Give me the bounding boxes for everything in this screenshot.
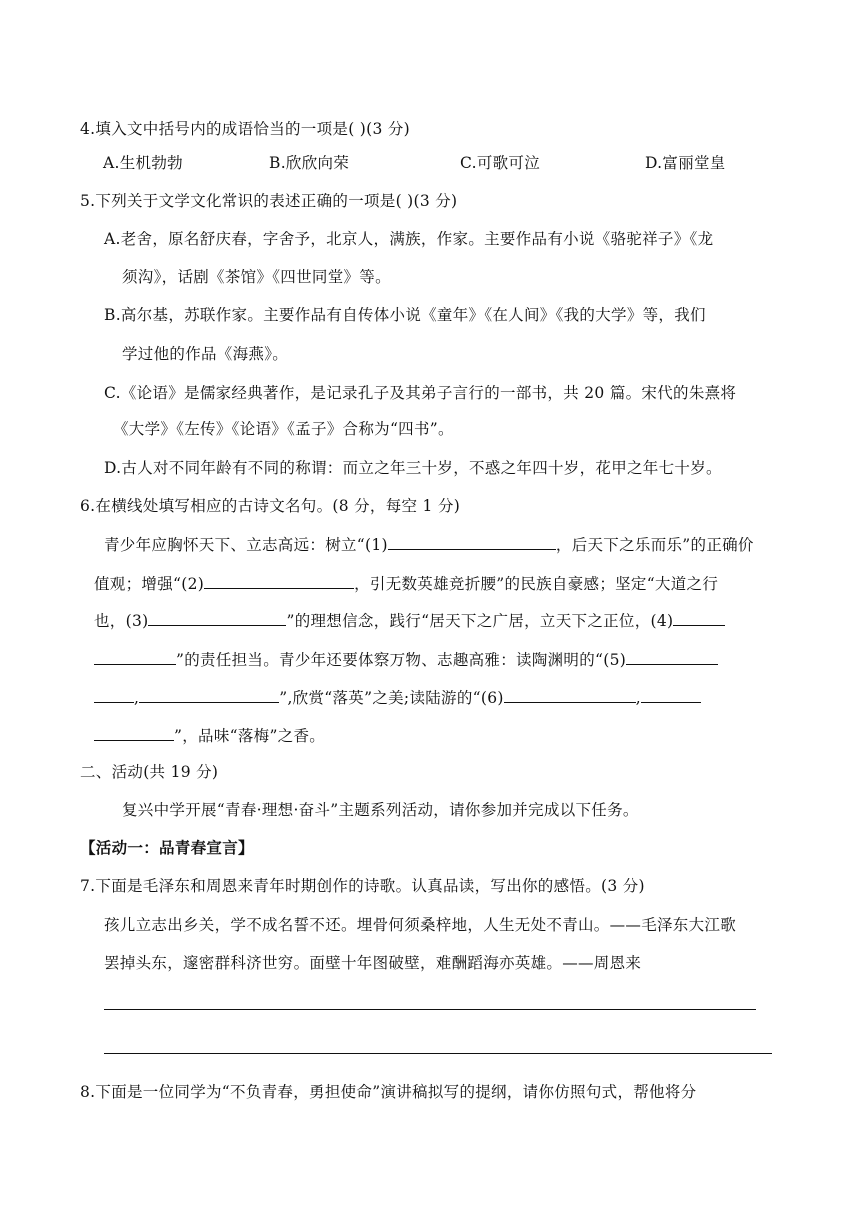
- fill-blank-2[interactable]: [204, 573, 354, 589]
- q6-text: 也，(3): [94, 612, 149, 630]
- q4-option-a: A.生机勃勃: [103, 154, 183, 172]
- q5-stem: 5.下列关于文学文化常识的表述正确的一项是( )(3 分): [80, 192, 458, 210]
- q6-text: 青少年应胸怀天下、立志高远：树立“(1): [104, 536, 388, 554]
- q4-option-d: D.富丽堂皇: [645, 154, 726, 172]
- q6-line6: [94, 725, 325, 746]
- q5-option-c-line1: C.《论语》是儒家经典著作，是记录孔子及其弟子言行的一部书，共 20 篇。宋代的朱熹将: [104, 384, 737, 402]
- q4-stem: 4.填入文中括号内的成语恰当的一项是( )(3 分): [80, 120, 410, 138]
- fill-blank-4-part1[interactable]: [673, 610, 725, 626]
- q4-option-b: B.欣欣向荣: [269, 154, 350, 172]
- q7-poem-line2: 罢掉头东，邃密群科济世穷。面壁十年图破壁，难酬蹈海亦英雄。——周恩来: [104, 954, 642, 972]
- fill-blank-1[interactable]: [388, 534, 556, 550]
- q5-option-a-line2: 须沟》，话剧《茶馆》《四世同堂》等。: [122, 268, 391, 286]
- q6-text: ,: [134, 689, 140, 707]
- q6-line4: [94, 649, 718, 670]
- q7-stem: 7.下面是毛泽东和周恩来青年时期创作的诗歌。认真品读，写出你的感悟。(3 分): [80, 877, 645, 895]
- q5-option-b-line2: 学过他的作品《海燕》。: [122, 345, 289, 363]
- q5-option-b-line1: B.高尔基，苏联作家。主要作品有自传体小说《童年》《在人间》《我的大学》等，我们: [104, 306, 706, 324]
- q7-poem-line1: 孩儿立志出乡关，学不成名誓不还。埋骨何须桑梓地，人生无处不青山。——毛泽东大江歌: [104, 916, 737, 934]
- q6-stem: 6.在横线处填写相应的古诗文名句。(8 分，每空 1 分): [80, 497, 461, 515]
- fill-blank-5-part2[interactable]: [94, 687, 134, 703]
- q5-option-a-line1: A.老舍，原名舒庆春，字舍予，北京人，满族，作家。主要作品有小说《骆驼祥子》《龙: [104, 230, 714, 248]
- q6-text: ”的理想信念，践行“居天下之广居，立天下之正位，(4): [286, 612, 674, 630]
- q6-line3: [94, 610, 725, 631]
- q5-option-d-line1: D.古人对不同年龄有不同的称谓：而立之年三十岁，不惑之年四十岁，花甲之年七十岁。: [104, 459, 722, 477]
- q6-text: ”,欣赏“落英”之美;读陆游的“(6): [279, 689, 504, 707]
- fill-blank-4-part2[interactable]: [94, 649, 176, 665]
- fill-blank-6-part2[interactable]: [641, 687, 701, 703]
- q6-text: ”的责任担当。青少年还要体察万物、志趣高雅：读陶渊明的“(5): [176, 651, 627, 669]
- q6-text: ，后天下之乐而乐”的正确价: [555, 536, 754, 554]
- q4-option-c: C.可歌可泣: [460, 154, 541, 172]
- q6-text: 值观；增强“(2): [94, 575, 205, 593]
- section-2-intro: 复兴中学开展“青春·理想·奋斗”主题系列活动，请你参加并完成以下任务。: [122, 801, 639, 819]
- q5-option-c-line2: 《大学》《左传》《论语》《孟子》合称为“四书”。: [113, 420, 454, 438]
- q6-text: ，引无数英雄竞折腰”的民族自豪感；坚定“大道之行: [354, 575, 719, 593]
- q6-text: ,: [635, 689, 641, 707]
- q6-line2: [94, 573, 718, 594]
- q6-text: ”，品味“落梅”之香。: [174, 727, 326, 745]
- q8-stem: 8.下面是一位同学为“不负青春，勇担使命”演讲稿拟写的提纲，请你仿照句式，帮他将分: [80, 1083, 697, 1101]
- q6-line5: [94, 687, 701, 708]
- q7-answer-line-1[interactable]: [104, 1009, 756, 1010]
- section-2-title: 二、活动(共 19 分): [80, 763, 219, 781]
- q6-line1: [104, 534, 754, 555]
- fill-blank-5-part3[interactable]: [139, 687, 279, 703]
- fill-blank-3[interactable]: [148, 610, 286, 626]
- fill-blank-6-part1[interactable]: [504, 687, 636, 703]
- activity-1-heading: 【活动一：品青春宣言】: [80, 838, 254, 857]
- q7-answer-line-2[interactable]: [104, 1053, 772, 1054]
- fill-blank-5-part1[interactable]: [626, 649, 718, 665]
- fill-blank-6-part3[interactable]: [94, 725, 174, 741]
